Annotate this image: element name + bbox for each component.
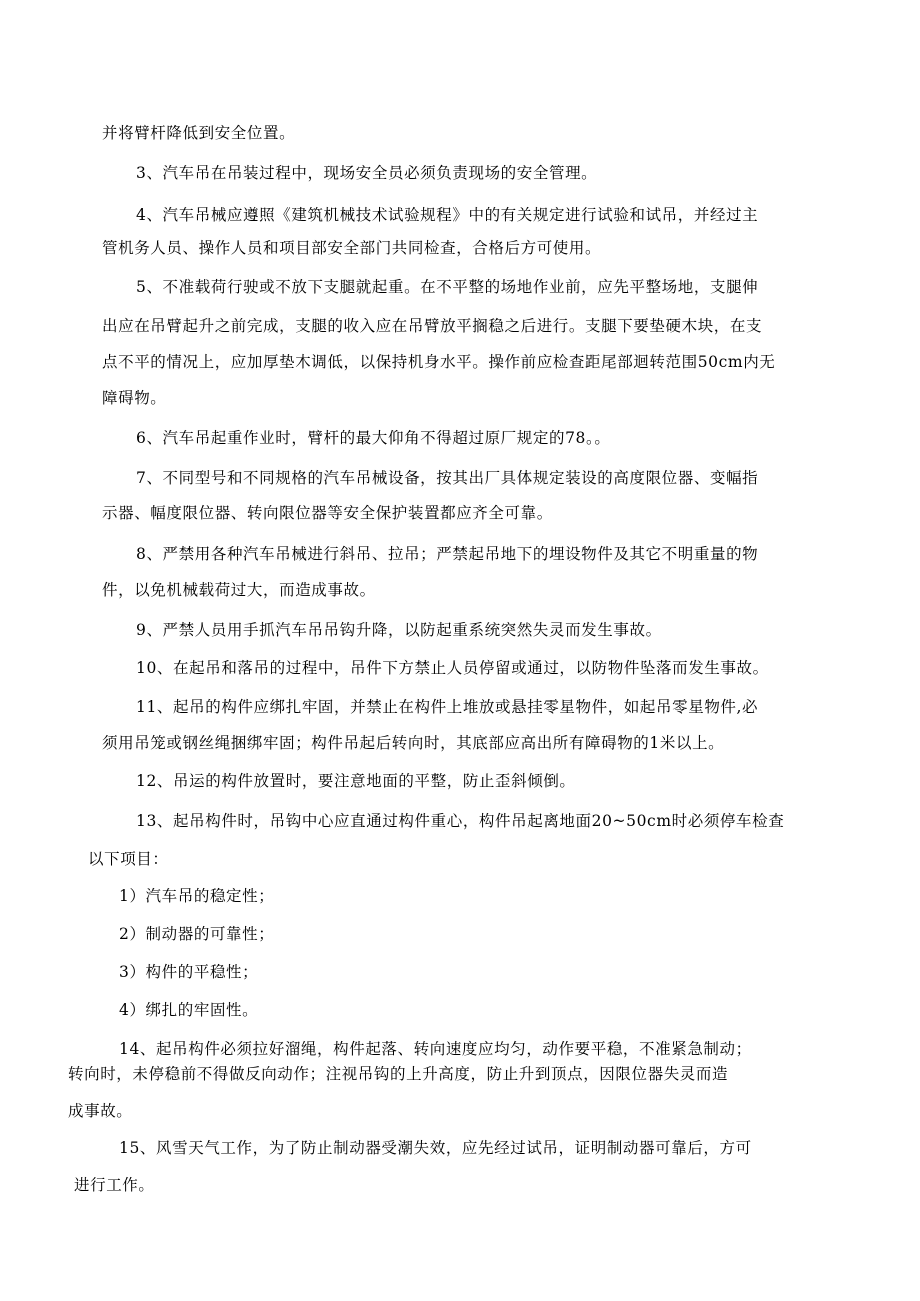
text-line: 15、风雪天气工作，为了防止制动器受潮失效，应先经过试吊，证明制动器可靠后，方可 — [119, 1139, 752, 1157]
text-line: 3、汽车吊在吊装过程中，现场安全员必须负责现场的安全管理。 — [136, 164, 598, 182]
text-line: 14、起吊构件必须拉好溜绳，构件起落、转向速度应均匀，动作要平稳，不准紧急制动； — [119, 1040, 752, 1058]
text-line: 13、起吊构件时，吊钩中心应直通过构件重心，构件吊起离地面20~50cm时必须停车检查 — [136, 812, 785, 830]
text-line: 进行工作。 — [74, 1176, 155, 1194]
text-line: 出应在吊臂起升之前完成，支腿的收入应在吊臂放平搁稳之后进行。支腿下要垫硬木块，在支 — [102, 317, 763, 335]
text-line: 2）制动器的可靠性； — [119, 925, 275, 943]
text-line: 4）绑扎的牢固性。 — [119, 1001, 259, 1019]
text-line: 障碍物。 — [102, 389, 167, 407]
text-line: 11、起吊的构件应绑扎牢固，并禁止在构件上堆放或悬挂零星物件，如起吊零星物件,必 — [136, 698, 759, 716]
text-line: 7、不同型号和不同规格的汽车吊械设备，按其出厂具体规定装设的高度限位器、变幅指 — [136, 469, 759, 487]
text-line: 9、严禁人员用手抓汽车吊吊钩升降，以防起重系统突然失灵而发生事故。 — [136, 621, 662, 639]
text-line: 点不平的情况上，应加厚垫木调低，以保持机身水平。操作前应检查距尾部迴转范围50cm内无 — [102, 353, 776, 371]
text-line: 3）构件的平稳性； — [119, 963, 259, 981]
text-line: 管机务人员、操作人员和项目部安全部门共同检查，合格后方可使用。 — [102, 239, 602, 257]
text-line: 4、汽车吊械应遵照《建筑机械技术试验规程》中的有关规定进行试验和试吊，并经过主 — [136, 206, 759, 224]
text-line: 转向时，未停稳前不得做反向动作；注视吊钩的上升高度，防止升到顶点，因限位器失灵而造 — [68, 1065, 729, 1083]
text-line: 1）汽车吊的稳定性； — [119, 887, 275, 905]
text-line: 并将臂杆降低到安全位置。 — [102, 124, 296, 142]
text-line: 8、严禁用各种汽车吊械进行斜吊、拉吊；严禁起吊地下的埋设物件及其它不明重量的物 — [136, 545, 759, 563]
text-line: 成事故。 — [68, 1102, 133, 1120]
text-line: 10、在起吊和落吊的过程中，吊件下方禁止人员停留或通过，以防物件坠落而发生事故。 — [136, 659, 769, 677]
text-line: 12、吊运的构件放置时，要注意地面的平整，防止歪斜倾倒。 — [136, 772, 576, 790]
text-line: 6、汽车吊起重作业时，臂杆的最大仰角不得超过原厂规定的78。。 — [136, 429, 611, 447]
text-line: 须用吊笼或钢丝绳捆绑牢固；构件吊起后转向时，其底部应高出所有障碍物的1米以上。 — [102, 734, 725, 752]
text-line: 件，以免机械载荷过大，而造成事故。 — [102, 581, 376, 599]
text-line: 5、不准载荷行驶或不放下支腿就起重。在不平整的场地作业前，应先平整场地，支腿伸 — [136, 278, 759, 296]
text-line: 以下项目： — [88, 850, 169, 868]
text-line: 示器、幅度限位器、转向限位器等安全保护装置都应齐全可靠。 — [102, 504, 553, 522]
